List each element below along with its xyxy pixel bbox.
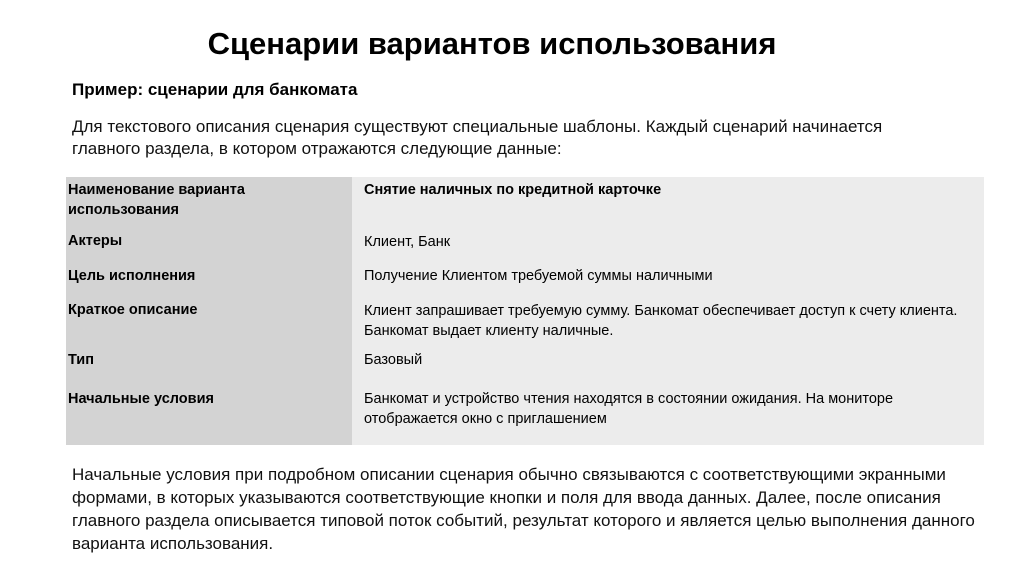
table-row-field: Краткое описание [68,302,198,318]
table-row-field: Начальные условия [68,391,214,407]
table-row-value: Клиент, Банк [364,234,451,250]
table-row-field: Цель исполнения [68,268,196,284]
table-row-value: Снятие наличных по кредитной карточке [364,182,662,198]
outro-paragraph: Начальные условия при подробном описании сценария обычно связываются с соответствующими экранными формами, в которых указываются соответствующие кнопки и поля для ввода данных. Далее, после описания главного раздела описывается типовой поток событий, результат которого и является целью выполнения данного варианта использования. [72,465,975,553]
table-row-value: Банкомат и устройство чтения находятся в состоянии ожидания. На мониторе отображается окно с приглашением [364,391,894,427]
table-row-field: Наименование варианта использования [68,182,245,218]
table-row-field: Тип [68,352,94,368]
subtitle: Пример: сценарии для банкомата [72,80,358,99]
table-row-field: Актеры [68,233,123,249]
table-row-value: Получение Клиентом требуемой суммы наличными [364,268,713,284]
page-title: Сценарии вариантов использования [207,26,777,61]
intro-paragraph: Для текстового описания сценария существуют специальные шаблоны. Каждый сценарий начинается главного раздела, в котором отражаются следующие данные: [72,117,883,158]
table-row-value: Клиент запрашивает требуемую сумму. Банкомат обеспечивает доступ к счету клиента. Банкомат выдает клиенту наличные. [364,303,958,339]
table-row-value: Базовый [364,352,423,368]
